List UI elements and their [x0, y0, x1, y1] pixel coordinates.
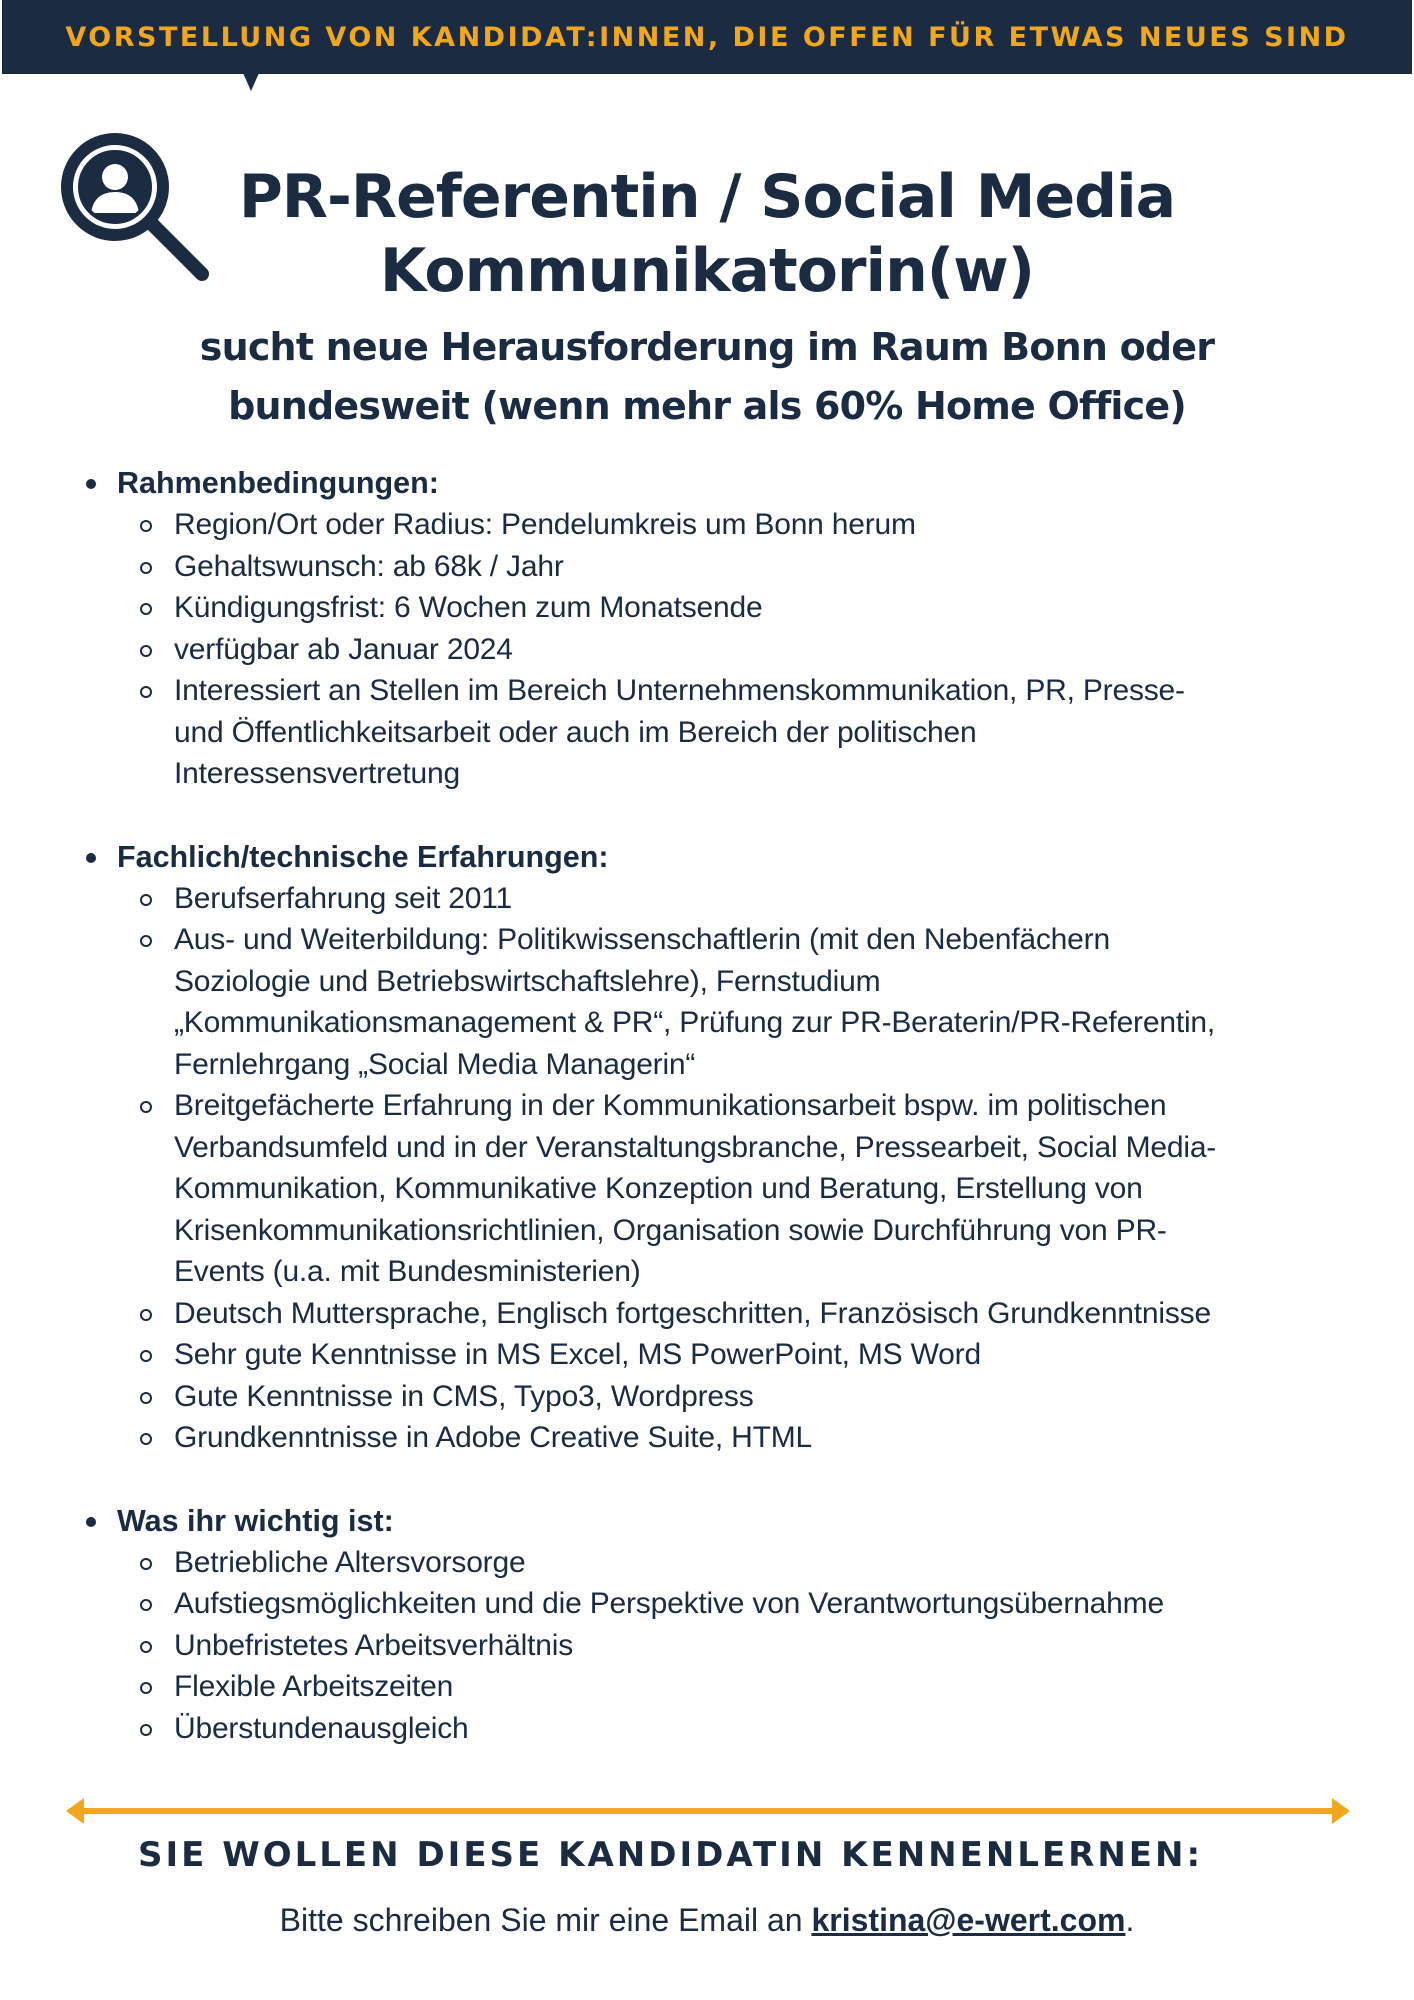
top-banner — [2, 0, 1412, 74]
title-line: PR-Referentin / Social Media — [238, 162, 1176, 232]
list-item — [0, 1542, 1414, 1584]
bullet-circle-icon — [140, 1433, 152, 1445]
bullet-circle-icon — [140, 1682, 152, 1694]
contact-line — [0, 1898, 1414, 1942]
profile-sections — [0, 462, 1414, 1749]
list-item-text: Region/Ort oder Radius: Pendelumkreis um Bonn herum — [174, 508, 916, 541]
list-item-text: „Kommunikationsmanagement & PR“, Prüfung zur PR-Beraterin/PR-Referentin, — [174, 1006, 1216, 1039]
list-item-text: Soziologie und Betriebswirtschaftslehre), Fernstudium — [174, 964, 881, 998]
list-item-text: Aufstiegsmöglichkeiten und die Perspektive von Verantwortungsübernahme — [174, 1587, 1164, 1620]
list-item-text: Kündigungsfrist: 6 Wochen zum Monatsende — [174, 591, 763, 624]
bullet-circle-icon — [140, 1641, 152, 1653]
section-spacer — [0, 795, 1414, 836]
bullet-circle-icon — [140, 935, 152, 947]
list-item — [0, 1666, 1414, 1708]
list-item — [0, 1708, 1414, 1750]
bullet-circle-icon — [140, 645, 152, 657]
list-item-text: Kommunikation, Kommunikative Konzeption und Beratung, Erstellung von — [174, 1172, 1143, 1205]
bullet-list — [0, 878, 1414, 1459]
list-item — [0, 587, 1414, 629]
list-item-text: Aus- und Weiterbildung: Politikwissenschaftlerin (mit den Nebenfächern — [174, 923, 1110, 956]
subtitle-line: bundesweit (wenn mehr als 60% Home Office) — [228, 384, 1186, 428]
bullet-circle-icon — [140, 1350, 152, 1362]
list-item-text: Grundkenntnisse in Adobe Creative Suite, HTML — [174, 1421, 813, 1454]
list-item — [0, 1293, 1414, 1335]
list-item — [0, 919, 1414, 1085]
list-item-text: Events (u.a. mit Bundesministerien) — [174, 1255, 641, 1288]
bullet-dot-icon — [86, 853, 96, 863]
section-heading — [0, 462, 1414, 504]
list-item — [0, 670, 1414, 795]
list-item-text: und Öffentlichkeitsarbeit oder auch im Bereich der politischen — [174, 715, 977, 749]
list-item — [0, 504, 1414, 546]
list-item — [0, 629, 1414, 671]
list-item-text: Überstundenausgleich — [174, 1711, 469, 1745]
list-item-text: Verbandsumfeld und in der Veranstaltungsbranche, Pressearbeit, Social Media- — [174, 1130, 1217, 1164]
contact-suffix: . — [1125, 1902, 1135, 1938]
section-heading — [0, 1500, 1414, 1542]
bullet-circle-icon — [140, 686, 152, 698]
bullet-circle-icon — [140, 1392, 152, 1404]
list-item-text: Sehr gute Kenntnisse in MS Excel, MS PowerPoint, MS Word — [174, 1338, 981, 1371]
list-item — [0, 1085, 1414, 1293]
list-item-text: Deutsch Muttersprache, Englisch fortgeschritten, Französisch Grundkenntnisse — [174, 1296, 1211, 1330]
list-item — [0, 546, 1414, 588]
bullet-list — [0, 1542, 1414, 1750]
banner-pointer — [243, 73, 259, 91]
page-subtitle — [100, 318, 1314, 436]
bullet-dot-icon — [86, 1517, 96, 1527]
list-item-text: Flexible Arbeitszeiten — [174, 1670, 454, 1703]
cta-heading: SIE WOLLEN DIESE KANDIDATIN KENNENLERNEN: — [138, 1835, 1204, 1875]
bullet-circle-icon — [140, 1724, 152, 1736]
bullet-circle-icon — [140, 1309, 152, 1321]
bullet-circle-icon — [140, 894, 152, 906]
list-item-text: Betriebliche Altersvorsorge — [174, 1545, 526, 1579]
list-item — [0, 1625, 1414, 1667]
bullet-list — [0, 504, 1414, 795]
section-heading — [0, 836, 1414, 878]
bullet-circle-icon — [140, 562, 152, 574]
list-item-text: Gute Kenntnisse in CMS, Typo3, Wordpress — [174, 1379, 754, 1413]
bullet-circle-icon — [140, 1101, 152, 1113]
list-item-text: Berufserfahrung seit 2011 — [174, 881, 512, 915]
list-item-text: Breitgefächerte Erfahrung in der Kommunikationsarbeit bspw. im politischen — [174, 1089, 1167, 1122]
person-search-icon — [58, 130, 214, 286]
bullet-circle-icon — [140, 1558, 152, 1570]
list-item-text: Interessensvertretung — [174, 757, 460, 790]
contact-prefix: Bitte schreiben Sie mir eine Email an — [279, 1902, 812, 1938]
list-item-text: Interessiert an Stellen im Bereich Unternehmenskommunikation, PR, Presse- — [174, 674, 1185, 707]
title-line: Kommunikatorin(w) — [379, 236, 1035, 306]
profile-section — [0, 836, 1414, 1459]
double-arrow-icon — [64, 1796, 1352, 1826]
subtitle-line: sucht neue Herausforderung im Raum Bonn oder — [199, 325, 1215, 369]
section-heading-text: Was ihr wichtig ist: — [117, 1503, 394, 1538]
section-spacer — [0, 1459, 1414, 1500]
list-item-text: Unbefristetes Arbeitsverhältnis — [174, 1628, 573, 1662]
profile-section — [0, 462, 1414, 795]
email-link[interactable]: kristina@e-wert.com — [811, 1902, 1126, 1938]
list-item-text: verfügbar ab Januar 2024 — [174, 632, 513, 666]
bullet-circle-icon — [140, 520, 152, 532]
bullet-dot-icon — [86, 479, 96, 489]
page-title — [200, 160, 1214, 308]
list-item — [0, 878, 1414, 920]
list-item-text: Fernlehrgang „Social Media Managerin“ — [174, 1047, 696, 1081]
profile-section — [0, 1500, 1414, 1750]
list-item-text: Krisenkommunikationsrichtlinien, Organisation sowie Durchführung von PR- — [174, 1213, 1167, 1247]
section-heading-text: Fachlich/technische Erfahrungen: — [117, 839, 609, 874]
list-item-text: Gehaltswunsch: ab 68k / Jahr — [174, 549, 564, 583]
section-heading-text: Rahmenbedingungen: — [117, 466, 439, 500]
bullet-circle-icon — [140, 1599, 152, 1611]
list-item — [0, 1334, 1414, 1376]
bullet-circle-icon — [140, 603, 152, 615]
list-item — [0, 1583, 1414, 1625]
banner-text: VORSTELLUNG VON KANDIDAT:INNEN, DIE OFFEN FÜR ETWAS NEUES SIND — [65, 21, 1349, 53]
list-item — [0, 1376, 1414, 1418]
list-item — [0, 1417, 1414, 1459]
